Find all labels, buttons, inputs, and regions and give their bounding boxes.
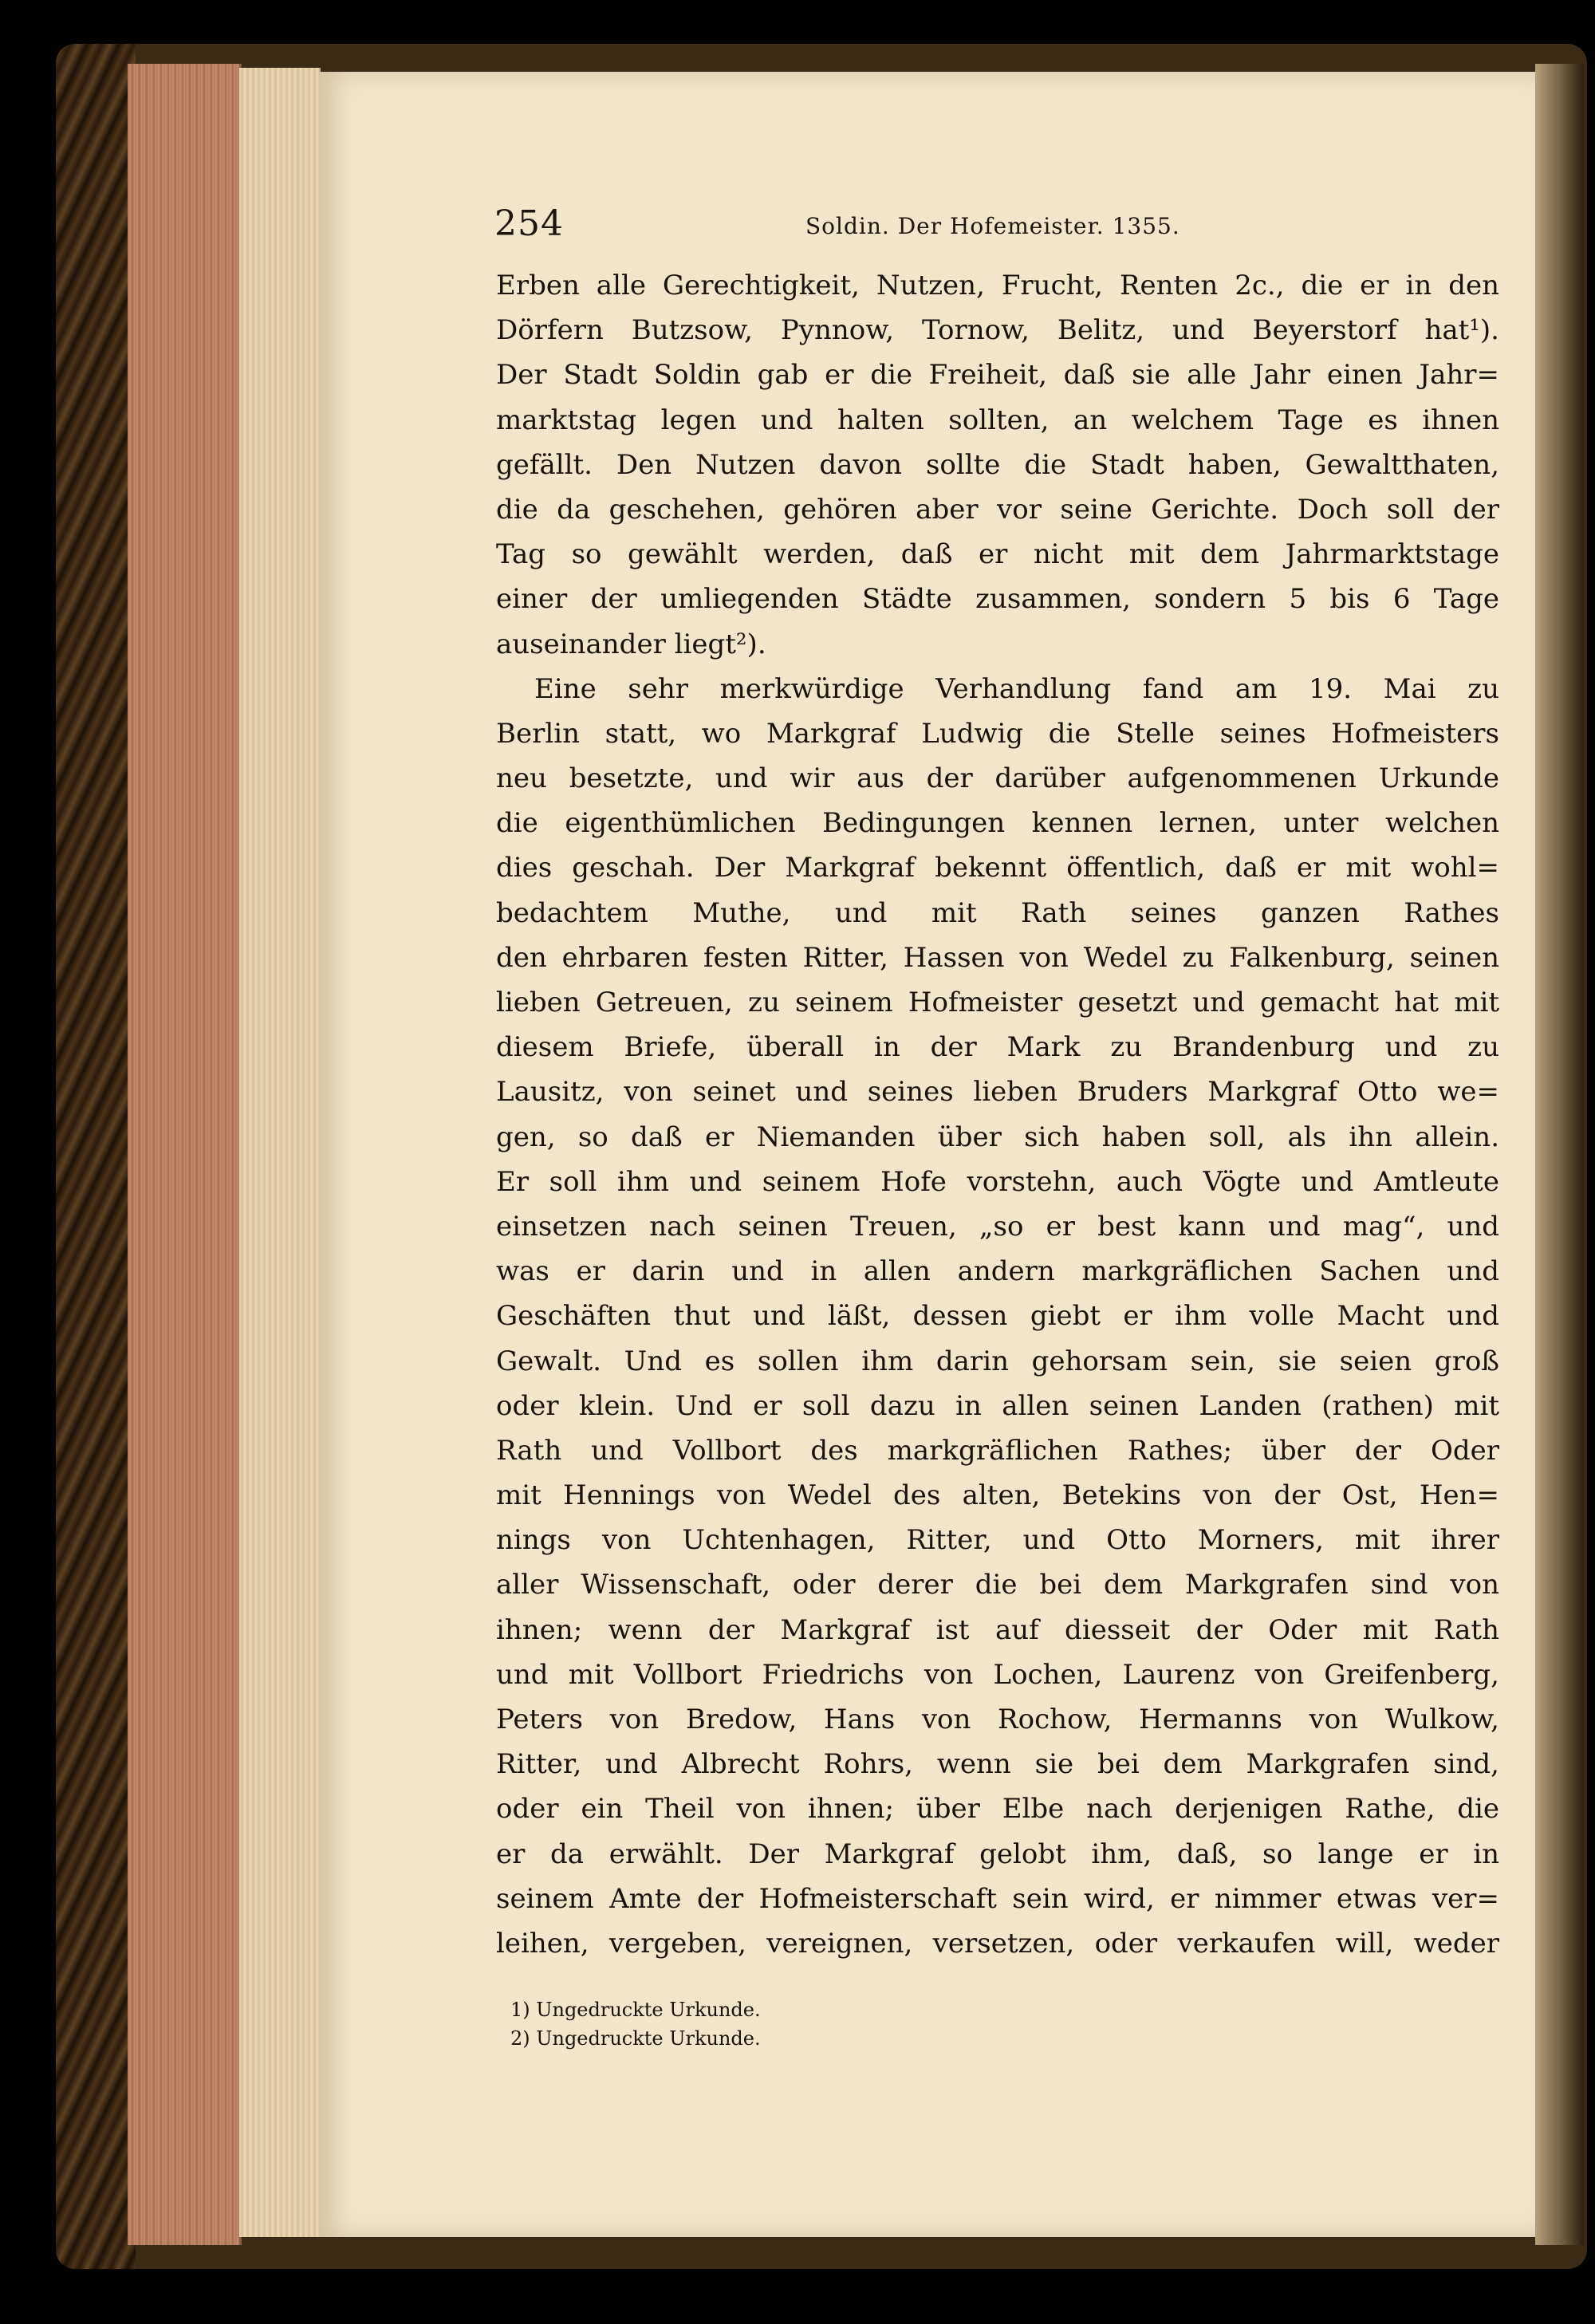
facing-page-edge: [1535, 64, 1583, 2245]
text-line: Ritter, und Albrecht Rohrs, wenn sie bei dem Markgrafen sind,: [496, 1748, 1499, 1781]
text-line: Erben alle Gerechtigkeit, Nutzen, Frucht, Renten 2c., die er in den: [496, 270, 1499, 301]
text-line: einsetzen nach seinen Treuen, „so er best kann und mag“, und: [496, 1210, 1499, 1243]
text-line: mit Hennings von Wedel des alten, Betekins von der Ost, Hen=: [496, 1479, 1499, 1512]
text-line: gefällt. Den Nutzen davon sollte die Stadt haben, Gewaltthaten,: [496, 448, 1499, 481]
text-line: Der Stadt Soldin gab er die Freiheit, daß sie alle Jahr einen Jahr=: [496, 359, 1499, 392]
running-head: [494, 203, 1499, 251]
text-line: oder ein Theil von ihnen; über Elbe nach derjenigen Rathe, die: [496, 1793, 1499, 1826]
text-line: ihnen; wenn der Markgraf ist auf diesseit der Oder mit Rath: [496, 1613, 1499, 1646]
text-line: den ehrbaren festen Ritter, Hassen von Wedel zu Falkenburg, seinen: [496, 941, 1499, 974]
text-line: Rath und Vollbort des markgräflichen Rathes; über der Oder: [496, 1434, 1499, 1467]
page-block-edge: [128, 64, 242, 2245]
text-line: einer der umliegenden Städte zusammen, sondern 5 bis 6 Tage: [496, 583, 1499, 616]
text-line: Tag so gewählt werden, daß er nicht mit dem Jahrmarktstage: [496, 538, 1499, 571]
text-line: nings von Uchtenhagen, Ritter, und Otto Morners, mit ihrer: [496, 1524, 1499, 1557]
text-line: Er soll ihm und seinem Hofe vorstehn, auch Vögte und Amtleute: [496, 1165, 1499, 1198]
text-line: Dörfern Butzsow, Pynnow, Tornow, Belitz, und Beyerstorf hat¹).: [496, 314, 1499, 347]
text-line: die eigenthümlichen Bedingungen kennen lernen, unter welchen: [496, 807, 1499, 840]
text-line: marktstag legen und halten sollten, an welchem Tage es ihnen: [496, 404, 1499, 436]
text-line: dies geschah. Der Markgraf bekennt öffentlich, daß er mit wohl=: [496, 852, 1499, 884]
body-text: [496, 263, 1499, 1966]
footnotes: [510, 1995, 1228, 2053]
footnote-2: 2) Ungedruckte Urkunde.: [510, 2027, 761, 2050]
text-line: Eine sehr merkwürdige Verhandlung fand am 19. Mai zu: [534, 672, 1499, 705]
page-number: 254: [494, 203, 564, 244]
running-head-title: Soldin. Der Hofemeister. 1355.: [805, 213, 1180, 239]
text-line: was er darin und in allen andern markgräflichen Sachen und: [496, 1255, 1499, 1288]
text-line: aller Wissenschaft, oder derer die bei dem Markgrafen sind von: [496, 1569, 1499, 1601]
page: [319, 72, 1535, 2237]
page-stack-edge: [239, 68, 321, 2237]
text-line: Peters von Bredow, Hans von Rochow, Hermanns von Wulkow,: [496, 1704, 1499, 1735]
text-line: Berlin statt, wo Markgraf Ludwig die Stelle seines Hofmeisters: [496, 717, 1499, 750]
footnote-1: 1) Ungedruckte Urkunde.: [510, 1999, 761, 2021]
text-line: Lausitz, von seinet und seines lieben Bruders Markgraf Otto we=: [496, 1076, 1499, 1109]
text-line: die da geschehen, gehören aber vor seine Gerichte. Doch soll der: [496, 493, 1499, 526]
text-line: Geschäften thut und läßt, dessen giebt er ihm volle Macht und: [496, 1300, 1499, 1333]
text-line: gen, so daß er Niemanden über sich haben soll, als ihn allein.: [496, 1121, 1499, 1153]
text-line: bedachtem Muthe, und mit Rath seines ganzen Rathes: [496, 896, 1499, 929]
text-line: Gewalt. Und es sollen ihm darin gehorsam sein, sie seien groß: [496, 1345, 1499, 1377]
text-line: er da erwählt. Der Markgraf gelobt ihm, daß, so lange er in: [496, 1838, 1499, 1870]
text-line: lieben Getreuen, zu seinem Hofmeister gesetzt und gemacht hat mit: [496, 987, 1499, 1018]
text-line: oder klein. Und er soll dazu in allen seinen Landen (rathen) mit: [496, 1389, 1499, 1422]
text-line: seinem Amte der Hofmeisterschaft sein wird, er nimmer etwas ver=: [496, 1882, 1499, 1915]
marbled-edge: [56, 44, 136, 2269]
text-line: und mit Vollbort Friedrichs von Lochen, Laurenz von Greifenberg,: [496, 1658, 1499, 1691]
text-line: leihen, vergeben, vereignen, versetzen, oder verkaufen will, weder: [496, 1927, 1499, 1960]
text-line: diesem Briefe, überall in der Mark zu Brandenburg und zu: [496, 1031, 1499, 1064]
text-line: auseinander liegt²).: [496, 628, 766, 660]
text-line: neu besetzte, und wir aus der darüber aufgenommenen Urkunde: [496, 762, 1499, 795]
